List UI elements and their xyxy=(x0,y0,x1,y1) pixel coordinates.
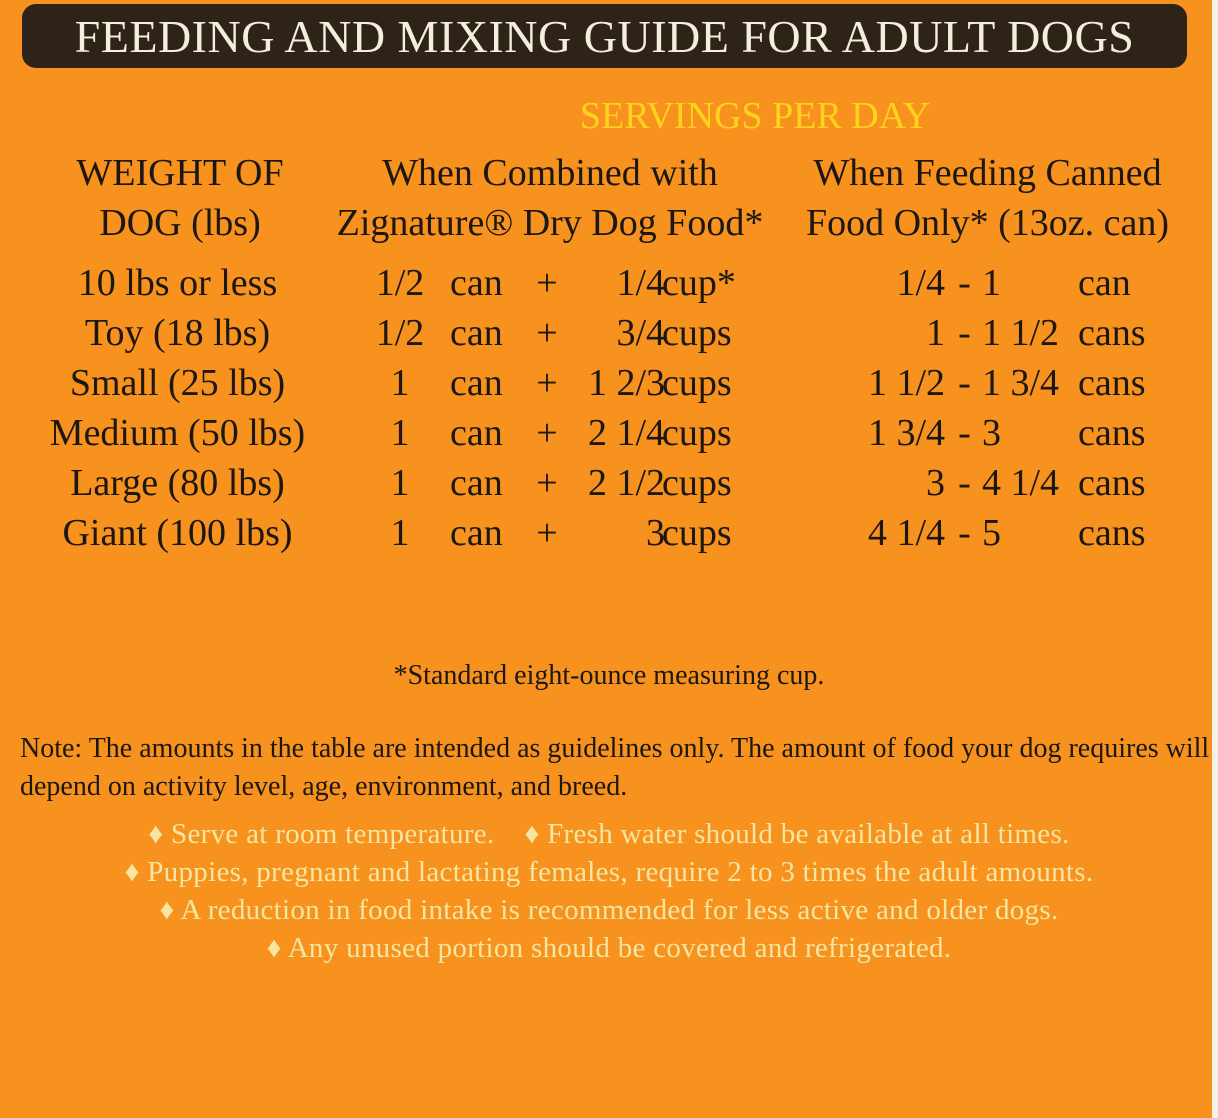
tip-text: ♦ Serve at room temperature. xyxy=(148,818,495,850)
can-amount-cell: 1 xyxy=(390,412,410,454)
weight-header-line-1: WEIGHT OF xyxy=(76,152,284,194)
plus-sign: + xyxy=(536,412,558,454)
range-dash: - xyxy=(958,312,971,354)
canned-unit-cell: cans xyxy=(1078,362,1146,404)
canned-min-cell: 1/4 xyxy=(896,262,945,304)
guideline-note: Note: The amounts in the table are intended as guidelines only. The amount of food your dog requires will depend on activity level, age, environment, and breed. xyxy=(20,733,1210,802)
dry-unit-cell: cups xyxy=(662,462,732,504)
dry-amount-cell: 3/4 xyxy=(616,312,665,354)
weight-cell: Small (25 lbs) xyxy=(69,362,286,404)
canned-min-cell: 3 xyxy=(926,462,945,504)
dry-amount-cell: 1/4 xyxy=(616,262,665,304)
canned-max-cell: 1 xyxy=(982,262,1001,304)
dry-unit-cell: cups xyxy=(662,512,732,554)
canned-unit-cell: can xyxy=(1078,262,1131,304)
guide-title: FEEDING AND MIXING GUIDE FOR ADULT DOGS xyxy=(22,4,1187,68)
canned-max-cell: 5 xyxy=(982,512,1001,554)
can-label-cell: can xyxy=(450,362,503,404)
canned-min-cell: 4 1/4 xyxy=(867,512,945,554)
measuring-cup-footnote: *Standard eight-ounce measuring cup. xyxy=(393,660,825,691)
table-row xyxy=(0,308,1218,358)
canned-max-cell: 1 1/2 xyxy=(982,312,1060,354)
canned-unit-cell: cans xyxy=(1078,512,1146,554)
combined-header-line-1: When Combined with xyxy=(382,152,718,194)
combined-column-header xyxy=(320,148,780,248)
range-dash: - xyxy=(958,512,971,554)
weight-cell: Giant (100 lbs) xyxy=(62,512,293,554)
table-row xyxy=(0,358,1218,408)
range-dash: - xyxy=(958,362,971,404)
canned-min-cell: 1 3/4 xyxy=(867,412,945,454)
tip-text: ♦ Fresh water should be available at all times. xyxy=(524,818,1070,850)
weight-cell: Toy (18 lbs) xyxy=(84,312,271,354)
canned-unit-cell: cans xyxy=(1078,412,1146,454)
tip-line xyxy=(0,856,1218,889)
can-amount-cell: 1 xyxy=(390,362,410,404)
canned-header-line-2: Food Only* (13oz. can) xyxy=(805,202,1170,244)
tip-line xyxy=(0,932,1218,965)
can-label-cell: can xyxy=(450,512,503,554)
weight-column-header xyxy=(40,148,320,248)
canned-max-cell: 1 3/4 xyxy=(982,362,1060,404)
range-dash: - xyxy=(958,412,971,454)
dry-unit-cell: cup* xyxy=(662,262,736,304)
dry-unit-cell: cups xyxy=(662,412,732,454)
tip-text: ♦ Puppies, pregnant and lactating females, require 2 to 3 times the adult amounts. xyxy=(124,856,1094,888)
dry-unit-cell: cups xyxy=(662,362,732,404)
dry-amount-cell: 2 1/4 xyxy=(587,412,665,454)
plus-sign: + xyxy=(536,262,558,304)
table-row xyxy=(0,408,1218,458)
can-label-cell: can xyxy=(450,312,503,354)
tip-line xyxy=(0,894,1218,927)
can-amount-cell: 1 xyxy=(390,512,410,554)
can-amount-cell: 1/2 xyxy=(375,312,425,354)
dry-amount-cell: 2 1/2 xyxy=(587,462,665,504)
canned-header-line-1: When Feeding Canned xyxy=(813,152,1162,194)
canned-min-cell: 1 xyxy=(926,312,945,354)
table-row xyxy=(0,508,1218,558)
tip-text: ♦ Any unused portion should be covered and refrigerated. xyxy=(266,932,952,964)
page-edge xyxy=(1212,0,1218,1118)
can-label-cell: can xyxy=(450,412,503,454)
canned-max-cell: 4 1/4 xyxy=(982,462,1060,504)
plus-sign: + xyxy=(536,462,558,504)
dry-amount-cell: 1 2/3 xyxy=(587,362,665,404)
weight-header-line-2: DOG (lbs) xyxy=(99,202,261,244)
canned-unit-cell: cans xyxy=(1078,312,1146,354)
dry-unit-cell: cups xyxy=(662,312,732,354)
table-row xyxy=(0,258,1218,308)
canned-max-cell: 3 xyxy=(982,412,1001,454)
can-amount-cell: 1/2 xyxy=(375,262,425,304)
plus-sign: + xyxy=(536,512,558,554)
range-dash: - xyxy=(958,462,971,504)
can-label-cell: can xyxy=(450,462,503,504)
weight-cell: 10 lbs or less xyxy=(77,262,278,304)
table-row xyxy=(0,458,1218,508)
combined-header-line-2: Zignature® Dry Dog Food* xyxy=(336,202,764,244)
dry-amount-cell: 3 xyxy=(646,512,665,554)
weight-cell: Medium (50 lbs) xyxy=(49,412,306,454)
tip-line xyxy=(0,818,1218,851)
can-label-cell: can xyxy=(450,262,503,304)
weight-cell: Large (80 lbs) xyxy=(70,462,285,504)
canned-min-cell: 1 1/2 xyxy=(867,362,945,404)
servings-per-day-heading: SERVINGS PER DAY xyxy=(579,95,931,137)
canned-column-header xyxy=(785,148,1190,248)
can-amount-cell: 1 xyxy=(390,462,410,504)
range-dash: - xyxy=(958,262,971,304)
plus-sign: + xyxy=(536,312,558,354)
plus-sign: + xyxy=(536,362,558,404)
tip-text: ♦ A reduction in food intake is recommended for less active and older dogs. xyxy=(159,894,1059,926)
canned-unit-cell: cans xyxy=(1078,462,1146,504)
